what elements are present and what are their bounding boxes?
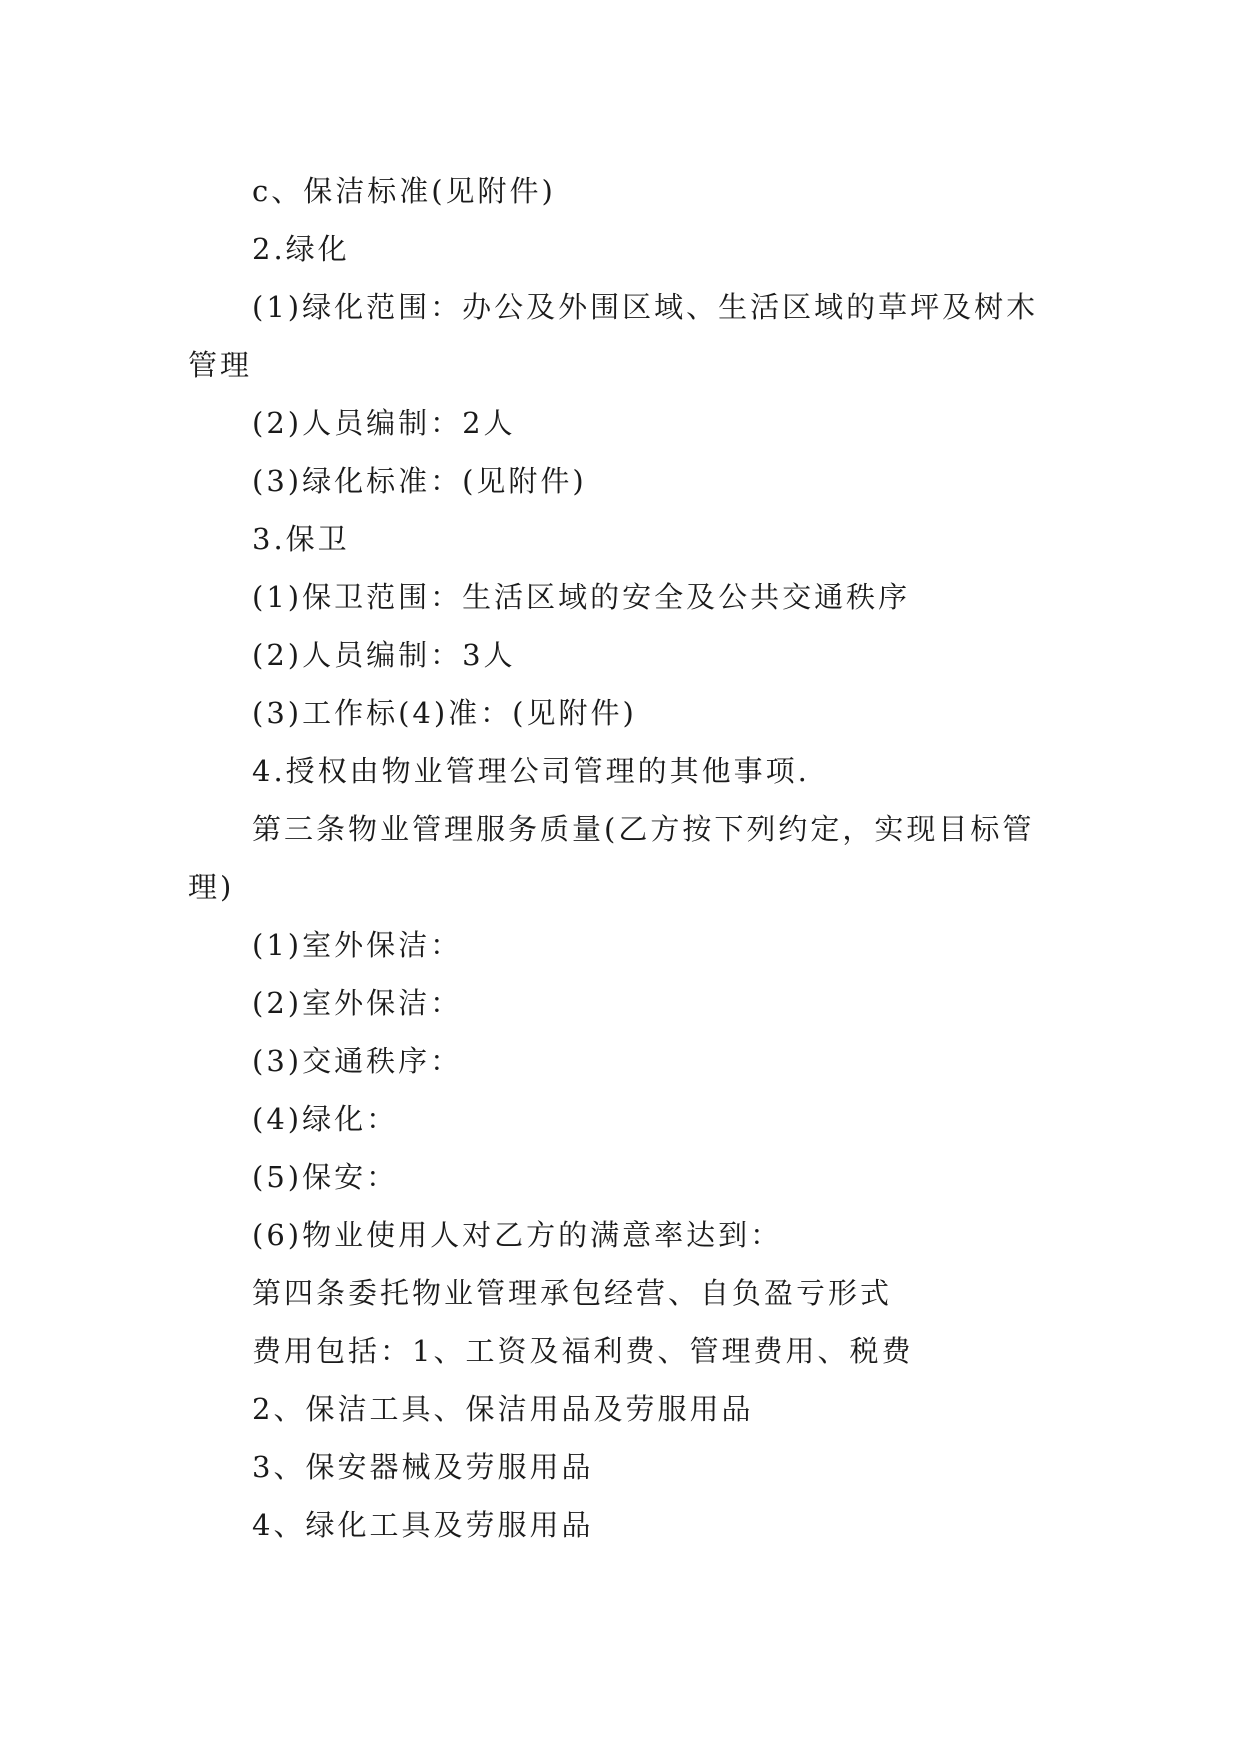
paragraph-cost-item-1: 费用包括：1、工资及福利费、管理费用、税费 <box>252 1334 914 1368</box>
paragraph-quality-item-6: (6)物业使用人对乙方的满意率达到： <box>252 1218 783 1252</box>
paragraph-other-matters: 4.授权由物业管理公司管理的其他事项. <box>252 754 810 788</box>
paragraph-quality-item-1: (1)室外保洁： <box>252 928 463 962</box>
paragraph-article-three: 第三条物业管理服务质量(乙方按下列约定，实现目标管理) <box>188 812 1035 904</box>
paragraph-quality-item-5: (5)保安： <box>252 1160 399 1194</box>
paragraph-cost-item-3: 3、保安器械及劳服用品 <box>252 1450 594 1484</box>
paragraph-cleaning-standard: c、保洁标准(见附件) <box>252 174 556 208</box>
paragraph-article-four: 第四条委托物业管理承包经营、自负盈亏形式 <box>252 1276 893 1310</box>
paragraph-greening-scope: (1)绿化范围：办公及外围区域、生活区域的草坪及树木管理 <box>188 290 1039 382</box>
paragraph-greening-staffing: (2)人员编制：2人 <box>252 406 516 440</box>
paragraph-security-standard: (3)工作标(4)准：(见附件) <box>252 696 637 730</box>
paragraph-greening-heading: 2.绿化 <box>252 232 350 266</box>
paragraph-cost-item-2: 2、保洁工具、保洁用品及劳服用品 <box>252 1392 754 1426</box>
paragraph-security-staffing: (2)人员编制：3人 <box>252 638 516 672</box>
paragraph-security-scope: (1)保卫范围：生活区域的安全及公共交通秩序 <box>252 580 911 614</box>
document-body <box>188 162 1048 1554</box>
paragraph-quality-item-2: (2)室外保洁： <box>252 986 463 1020</box>
paragraph-security-heading: 3.保卫 <box>252 522 350 556</box>
paragraph-cost-item-4: 4、绿化工具及劳服用品 <box>252 1508 594 1542</box>
paragraph-quality-item-3: (3)交通秩序： <box>252 1044 463 1078</box>
paragraph-greening-standard: (3)绿化标准：(见附件) <box>252 464 587 498</box>
paragraph-quality-item-4: (4)绿化： <box>252 1102 399 1136</box>
